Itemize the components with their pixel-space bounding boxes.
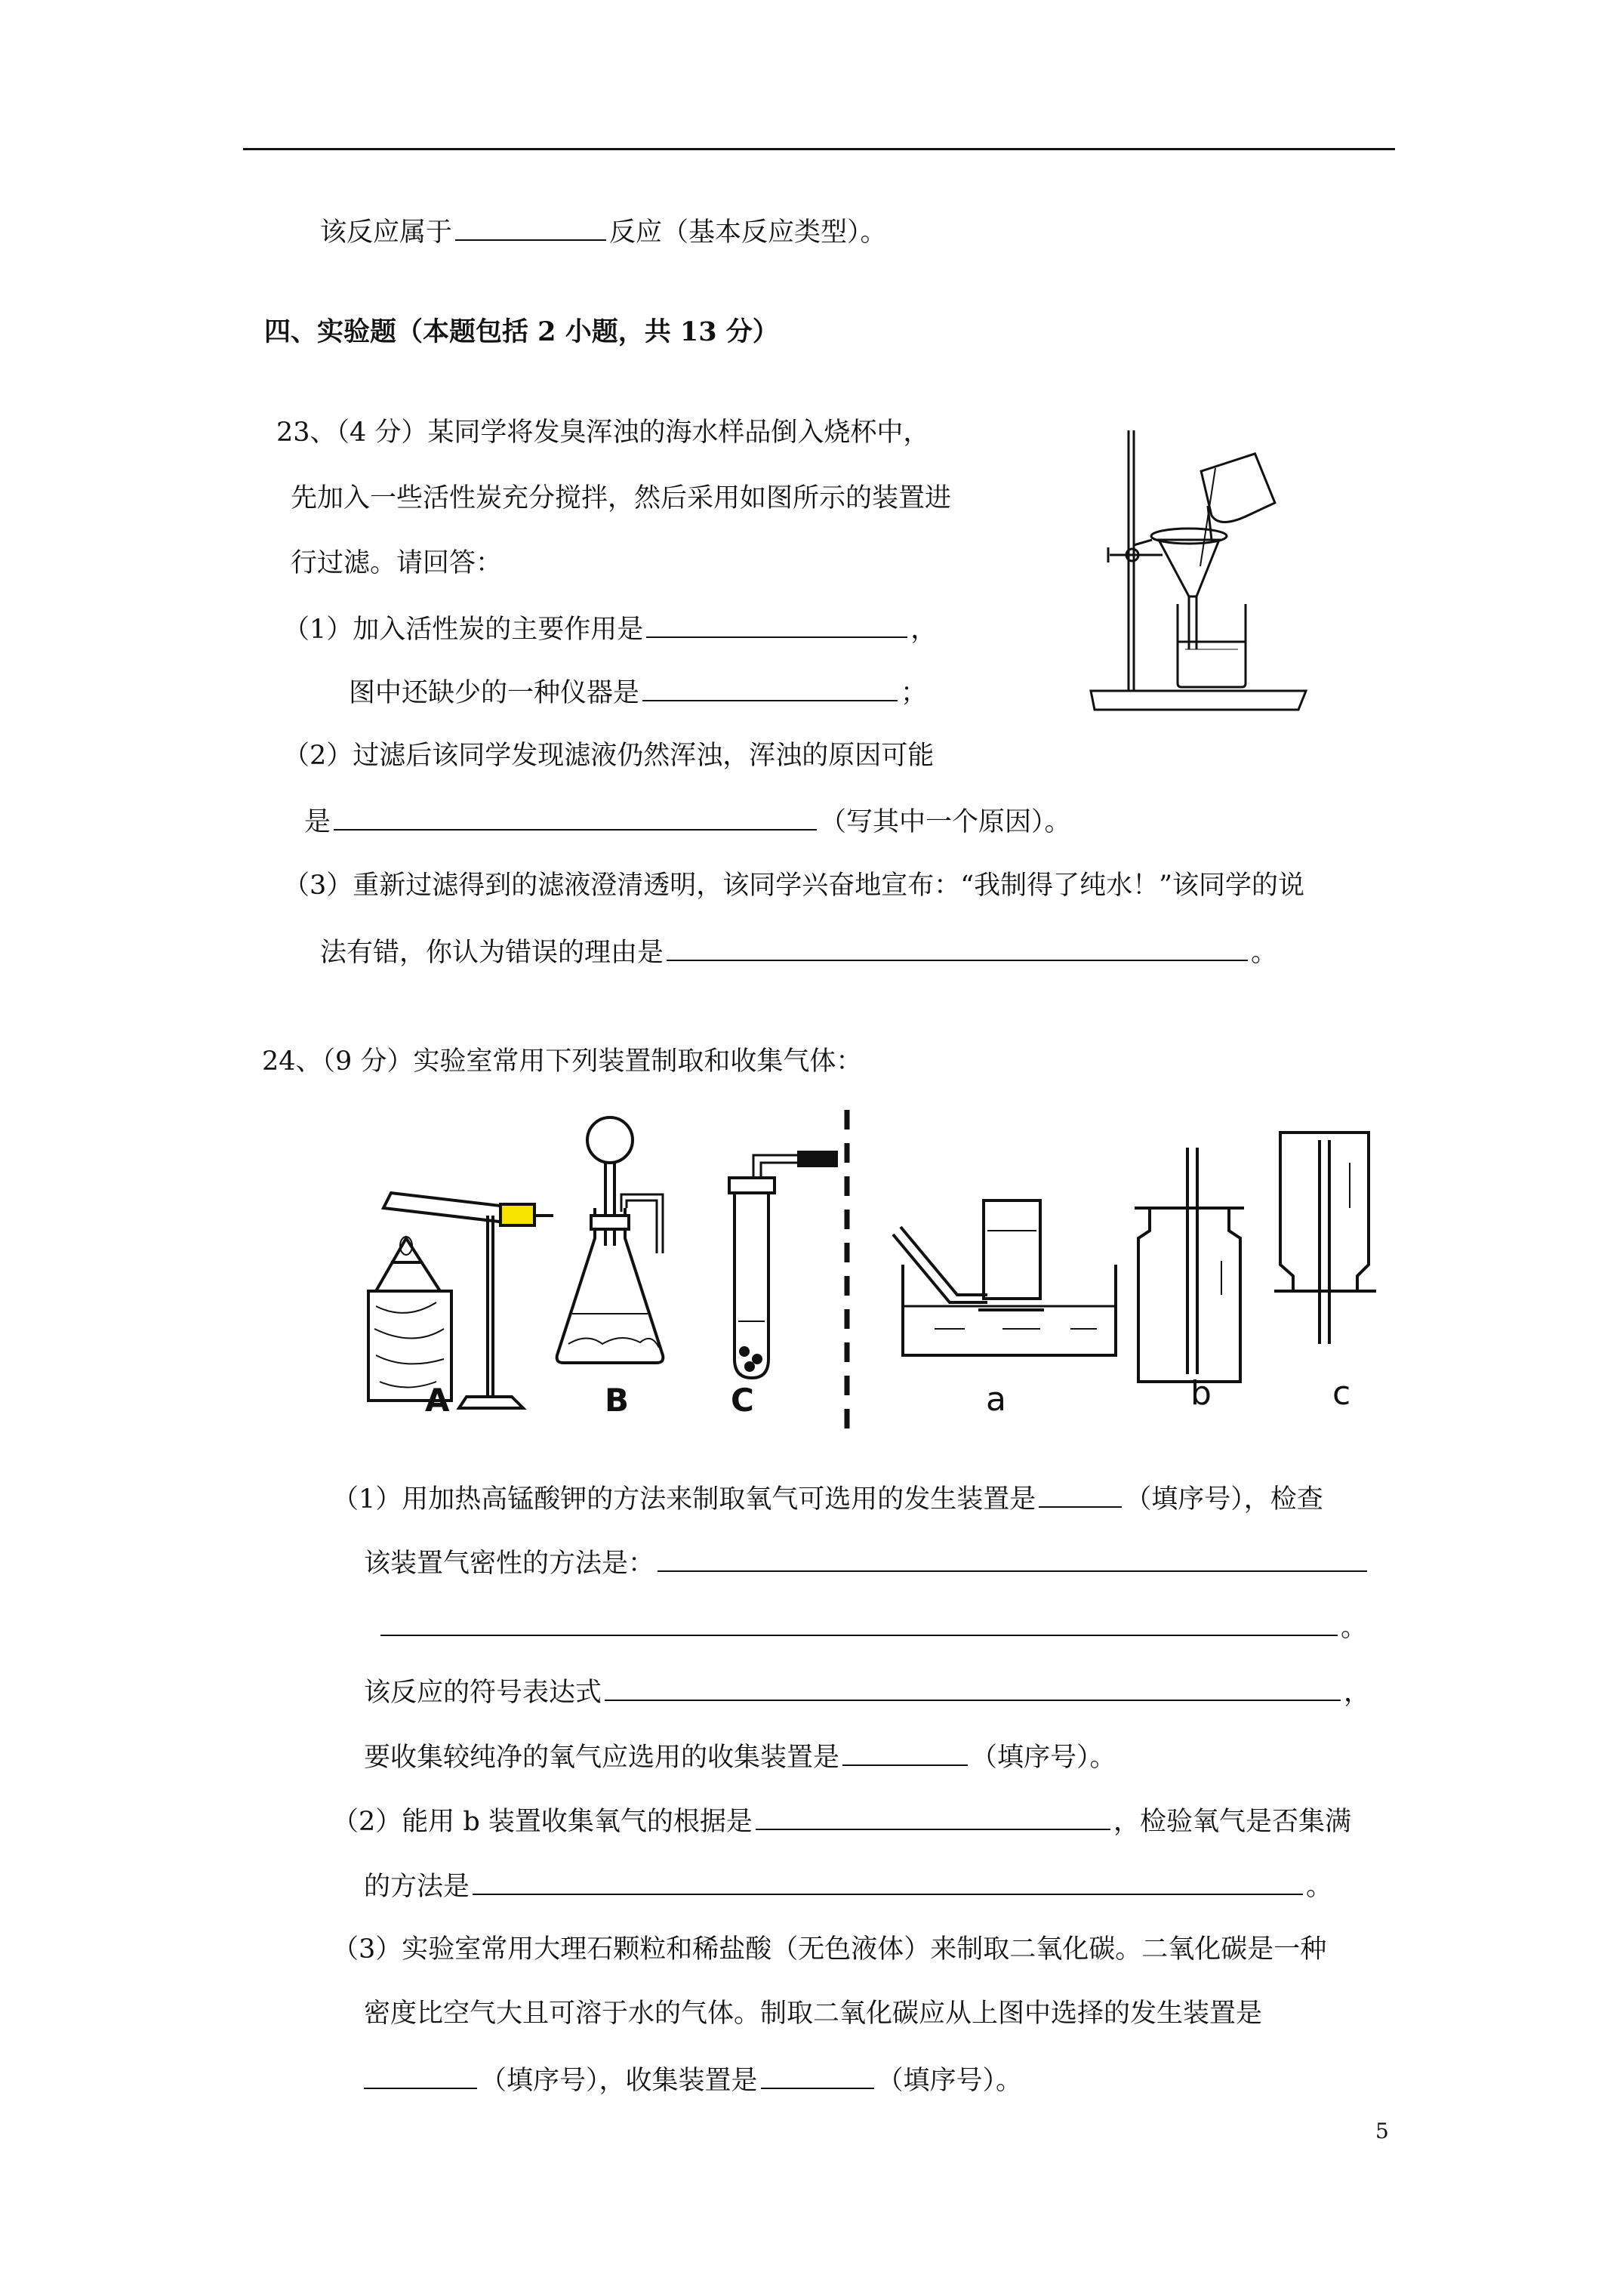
answer-blank[interactable]	[756, 1803, 1110, 1830]
filtration-apparatus-figure	[1087, 415, 1313, 717]
label-b: b	[1190, 1374, 1212, 1413]
answer-blank[interactable]	[646, 611, 907, 638]
q24-title: 24、（9 分）实验室常用下列装置制取和收集气体：	[262, 1046, 863, 1077]
q23-part3-line: （3）重新过滤得到的滤液澄清透明，该同学兴奋地宣布：“我制得了纯水！”该同学的说	[283, 871, 1305, 901]
answer-blank[interactable]	[380, 1609, 1338, 1636]
header-rule	[243, 148, 1395, 150]
reaction-type-line: 该反应属于 反应（基本反应类型）。	[320, 214, 887, 249]
apparatus-A	[368, 1193, 553, 1408]
answer-blank[interactable]	[455, 214, 606, 241]
apparatus-a	[893, 1200, 1116, 1355]
q24-part3-line-3: （填序号），收集装置是 （填序号）。	[364, 2062, 1022, 2097]
answer-blank[interactable]	[1039, 1481, 1122, 1508]
apparatus-c	[1274, 1133, 1376, 1344]
q23-part1-line-2: 图中还缺少的一种仪器是 ；	[349, 674, 927, 710]
q24-part1-line-5: 要收集较纯净的氧气应选用的收集装置是 （填序号）。	[364, 1739, 1116, 1774]
gas-apparatus-figure	[361, 1102, 1418, 1435]
answer-blank[interactable]	[842, 1739, 968, 1766]
q23-part1-line: （1）加入活性炭的主要作用是 ，	[283, 611, 937, 646]
answer-blank[interactable]	[334, 803, 817, 831]
answer-blank[interactable]	[473, 1868, 1303, 1895]
q23-line-1: 23、（4 分）某同学将发臭浑浊的海水样品倒入烧杯中，	[276, 418, 930, 448]
answer-blank[interactable]	[761, 2062, 874, 2089]
label-A: A	[425, 1382, 450, 1419]
answer-blank[interactable]	[605, 1674, 1341, 1701]
label-c: c	[1332, 1374, 1351, 1413]
answer-blank[interactable]	[658, 1545, 1367, 1572]
q24-part3-line-2: 密度比空气大且可溶于水的气体。制取二氧化碳应从上图中选择的发生装置是	[364, 1999, 1263, 2029]
page-number: 5	[1375, 2119, 1389, 2143]
label-B: B	[605, 1382, 630, 1419]
q23-part2-line: （2）过滤后该同学发现滤液仍然浑浊，浑浊的原因可能	[283, 741, 935, 771]
q24-part1-line-4: 该反应的符号表达式 ，	[364, 1674, 1370, 1709]
q24-part1-line-1: （1）用加热高锰酸钾的方法来制取氧气可选用的发生装置是 （填序号），检查	[332, 1481, 1323, 1516]
section-title: 四、实验题（本题包括 2 小题，共 13 分）	[264, 316, 779, 347]
q24-part1-line-3: 。	[377, 1609, 1367, 1644]
apparatus-C	[729, 1152, 836, 1378]
label-a: a	[986, 1380, 1006, 1419]
q23-line-2: 先加入一些活性炭充分搅拌，然后采用如图所示的装置进	[291, 483, 952, 513]
q23-line-3: 行过滤。请回答：	[291, 548, 503, 578]
q24-part2-line-1: （2）能用 b 装置收集氧气的根据是 ，检验氧气是否集满	[332, 1803, 1351, 1838]
answer-blank[interactable]	[642, 674, 898, 701]
q23-part3-line-2: 法有错，你认为错误的理由是 。	[320, 934, 1277, 969]
q23-part2-line-2: 是 （写其中一个原因）。	[304, 803, 1071, 839]
answer-blank[interactable]	[667, 934, 1248, 961]
label-C: C	[731, 1382, 754, 1419]
q24-part3-line-1: （3）实验室常用大理石颗粒和稀盐酸（无色液体）来制取二氧化碳。二氧化碳是一种	[332, 1934, 1327, 1965]
q24-part2-line-2: 的方法是 。	[364, 1868, 1332, 1903]
apparatus-B	[557, 1117, 664, 1363]
q24-part1-line-2: 该装置气密性的方法是：	[364, 1545, 1370, 1580]
answer-blank[interactable]	[364, 2062, 477, 2089]
apparatus-b	[1135, 1148, 1244, 1382]
